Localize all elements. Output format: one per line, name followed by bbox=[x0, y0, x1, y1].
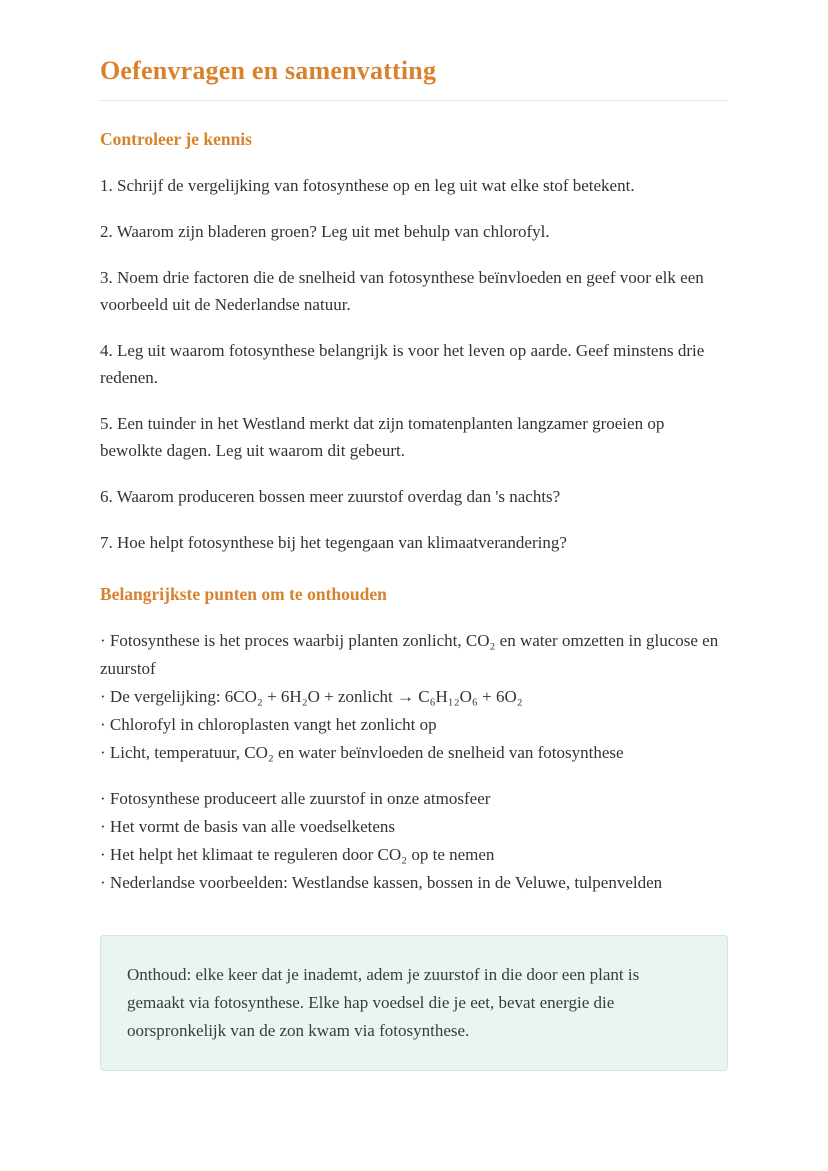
question-7: 7. Hoe helpt fotosynthese bij het tegengaan van klimaatverandering? bbox=[100, 533, 567, 552]
question-1: 1. Schrijf de vergelijking van fotosynthese op en leg uit wat elke stof betekent. bbox=[100, 176, 635, 195]
question-6: 6. Waarom produceren bossen meer zuurstof overdag dan 's nachts? bbox=[100, 487, 561, 506]
section-heading-points: Belangrijkste punten om te onthouden bbox=[100, 584, 387, 604]
bullet-item: · Licht, temperatuur, CO₂ en water beïnvloeden de snelheid van fotosynthese bbox=[100, 743, 624, 762]
question-3: 3. Noem drie factoren die de snelheid van fotosynthese beïnvloeden en geef voor elk een voorbeeld uit de Nederlandse natuur. bbox=[100, 268, 704, 314]
bullet-item: · Het vormt de basis van alle voedselketens bbox=[100, 817, 396, 836]
callout-text: Onthoud: elke keer dat je inademt, adem je zuurstof in die door een plant is gemaakt via fotosynthese. Elke hap voedsel die je eet, bevat energie die oorspronkelijk van de zon kwam via fotosynthese. bbox=[127, 965, 640, 1040]
section-check-knowledge bbox=[100, 129, 728, 556]
page-title: Oefenvragen en samenvatting bbox=[100, 56, 437, 85]
bullet-group-1 bbox=[100, 627, 728, 767]
question-4: 4. Leg uit waarom fotosynthese belangrijk is voor het leven op aarde. Geef minstens drie redenen. bbox=[100, 341, 705, 387]
callout-note bbox=[100, 935, 728, 1071]
bullet-item: · De vergelijking: 6CO₂ + 6H₂O + zonlicht → C₆H₁₂O₆ + 6O₂ bbox=[100, 687, 523, 706]
section-heading-check: Controleer je kennis bbox=[100, 129, 252, 149]
question-5: 5. Een tuinder in het Westland merkt dat zijn tomatenplanten langzamer groeien op bewolkte dagen. Leg uit waarom dit gebeurt. bbox=[100, 414, 665, 460]
divider bbox=[100, 100, 728, 101]
bullet-item: · Het helpt het klimaat te reguleren door CO₂ op te nemen bbox=[100, 845, 495, 864]
bullet-item: · Fotosynthese produceert alle zuurstof in onze atmosfeer bbox=[100, 789, 491, 808]
bullet-group-2 bbox=[100, 785, 728, 897]
section-key-points bbox=[100, 584, 728, 897]
bullet-item: · Nederlandse voorbeelden: Westlandse kassen, bossen in de Veluwe, tulpenvelden bbox=[100, 873, 663, 892]
bullet-item: · Fotosynthese is het proces waarbij planten zonlicht, CO₂ en water omzetten in glucose en zuurstof bbox=[100, 631, 719, 678]
question-2: 2. Waarom zijn bladeren groen? Leg uit met behulp van chlorofyl. bbox=[100, 222, 550, 241]
bullet-item: · Chlorofyl in chloroplasten vangt het zonlicht op bbox=[100, 715, 437, 734]
